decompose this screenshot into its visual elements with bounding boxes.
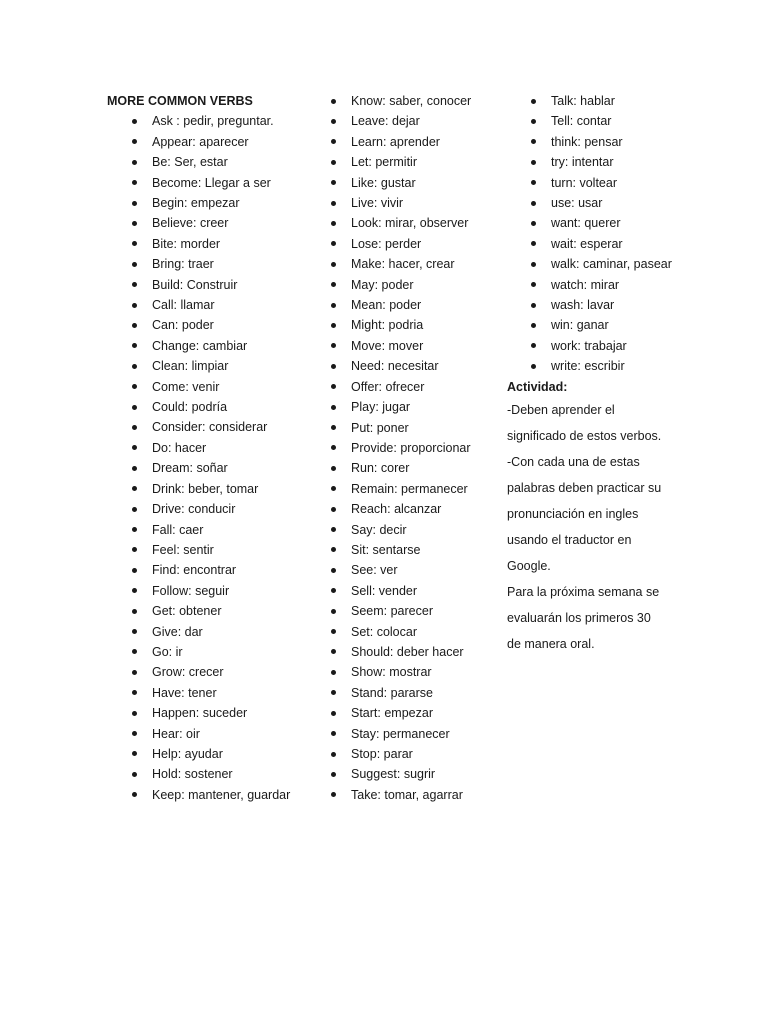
- list-item: Hold: sostener: [152, 764, 297, 784]
- list-item: Bring: traer: [152, 254, 297, 274]
- list-item: Feel: sentir: [152, 540, 297, 560]
- list-item: Go: ir: [152, 642, 297, 662]
- list-item: Consider: considerar: [152, 417, 297, 437]
- column-3: [507, 91, 682, 657]
- list-item: Believe: creer: [152, 213, 297, 233]
- list-item: win: ganar: [551, 315, 682, 335]
- list-item: Drink: beber, tomar: [152, 479, 297, 499]
- list-item: Dream: soñar: [152, 458, 297, 478]
- list-item: wash: lavar: [551, 295, 682, 315]
- list-item: think: pensar: [551, 132, 682, 152]
- list-item: Stand: pararse: [351, 683, 489, 703]
- list-item: Provide: proporcionar: [351, 438, 489, 458]
- list-item: Clean: limpiar: [152, 356, 297, 376]
- list-item: Tell: contar: [551, 111, 682, 131]
- list-item: Drive: conducir: [152, 499, 297, 519]
- list-item: Should: deber hacer: [351, 642, 489, 662]
- list-item: Put: poner: [351, 418, 489, 438]
- verb-list-1: [107, 111, 297, 805]
- list-item: Stop: parar: [351, 744, 489, 764]
- list-item: Follow: seguir: [152, 581, 297, 601]
- activity-title: Actividad:: [507, 379, 568, 394]
- activity-text: [507, 397, 682, 657]
- list-item: Ask : pedir, preguntar.: [152, 111, 297, 131]
- list-item: Grow: crecer: [152, 662, 297, 682]
- list-item: Leave: dejar: [351, 111, 489, 131]
- list-item: See: ver: [351, 560, 489, 580]
- list-item: Hear: oir: [152, 724, 297, 744]
- activity-line: Google.: [507, 559, 551, 574]
- activity-line: pronunciación en ingles: [507, 507, 639, 522]
- list-item: Say: decir: [351, 520, 489, 540]
- activity-line: significado de estos verbos.: [507, 429, 662, 444]
- column-2: [329, 91, 489, 805]
- list-item: wait: esperar: [551, 234, 682, 254]
- list-item: Learn: aprender: [351, 132, 489, 152]
- list-item: Become: Llegar a ser: [152, 173, 297, 193]
- list-item: Call: llamar: [152, 295, 297, 315]
- list-item: May: poder: [351, 275, 489, 295]
- column-1: [107, 91, 297, 805]
- list-item: Can: poder: [152, 315, 297, 335]
- list-item: Appear: aparecer: [152, 132, 297, 152]
- list-item: watch: mirar: [551, 275, 682, 295]
- list-item: Do: hacer: [152, 438, 297, 458]
- list-item: Show: mostrar: [351, 662, 489, 682]
- verb-list-3: [507, 91, 682, 377]
- list-item: Begin: empezar: [152, 193, 297, 213]
- list-item: Let: permitir: [351, 152, 489, 172]
- list-item: want: querer: [551, 213, 682, 233]
- activity-line: evaluarán los primeros 30: [507, 611, 651, 626]
- list-item: Come: venir: [152, 377, 297, 397]
- list-item: Be: Ser, estar: [152, 152, 297, 172]
- list-item: Sell: vender: [351, 581, 489, 601]
- list-item: Offer: ofrecer: [351, 377, 489, 397]
- list-item: Bite: morder: [152, 234, 297, 254]
- activity-line: usando el traductor en: [507, 533, 632, 548]
- list-item: Find: encontrar: [152, 560, 297, 580]
- list-item: Lose: perder: [351, 234, 489, 254]
- list-item: Move: mover: [351, 336, 489, 356]
- list-item: Take: tomar, agarrar: [351, 785, 489, 805]
- list-item: Seem: parecer: [351, 601, 489, 621]
- verb-list-2: [329, 91, 489, 805]
- list-item: Keep: mantener, guardar: [152, 785, 297, 805]
- list-item: Might: podria: [351, 315, 489, 335]
- list-item: Live: vivir: [351, 193, 489, 213]
- list-item: Look: mirar, observer: [351, 213, 489, 233]
- list-item: Talk: hablar: [551, 91, 682, 111]
- list-item: work: trabajar: [551, 336, 682, 356]
- list-item: Give: dar: [152, 622, 297, 642]
- list-item: Have: tener: [152, 683, 297, 703]
- activity-line: -Deben aprender el: [507, 403, 615, 418]
- list-item: Could: podría: [152, 397, 297, 417]
- list-item: Mean: poder: [351, 295, 489, 315]
- list-item: Remain: permanecer: [351, 479, 489, 499]
- list-item: Make: hacer, crear: [351, 254, 489, 274]
- list-item: Need: necesitar: [351, 356, 489, 376]
- list-item: Like: gustar: [351, 173, 489, 193]
- list-item: Run: corer: [351, 458, 489, 478]
- list-item: Play: jugar: [351, 397, 489, 417]
- activity-line: de manera oral.: [507, 637, 595, 652]
- list-item: Build: Construir: [152, 275, 297, 295]
- list-item: Help: ayudar: [152, 744, 297, 764]
- list-item: Happen: suceder: [152, 703, 297, 723]
- document-title: MORE COMMON VERBS: [107, 94, 253, 108]
- list-item: write: escribir: [551, 356, 682, 376]
- list-item: Change: cambiar: [152, 336, 297, 356]
- list-item: use: usar: [551, 193, 682, 213]
- list-item: Sit: sentarse: [351, 540, 489, 560]
- list-item: Reach: alcanzar: [351, 499, 489, 519]
- list-item: Suggest: sugrir: [351, 764, 489, 784]
- list-item: Stay: permanecer: [351, 724, 489, 744]
- list-item: Get: obtener: [152, 601, 297, 621]
- list-item: Know: saber, conocer: [351, 91, 489, 111]
- activity-line: -Con cada una de estas: [507, 455, 640, 470]
- list-item: Start: empezar: [351, 703, 489, 723]
- activity-line: Para la próxima semana se: [507, 585, 660, 600]
- list-item: turn: voltear: [551, 173, 682, 193]
- activity-line: palabras deben practicar su: [507, 481, 662, 496]
- list-item: walk: caminar, pasear: [551, 254, 682, 274]
- list-item: Fall: caer: [152, 520, 297, 540]
- list-item: Set: colocar: [351, 622, 489, 642]
- list-item: try: intentar: [551, 152, 682, 172]
